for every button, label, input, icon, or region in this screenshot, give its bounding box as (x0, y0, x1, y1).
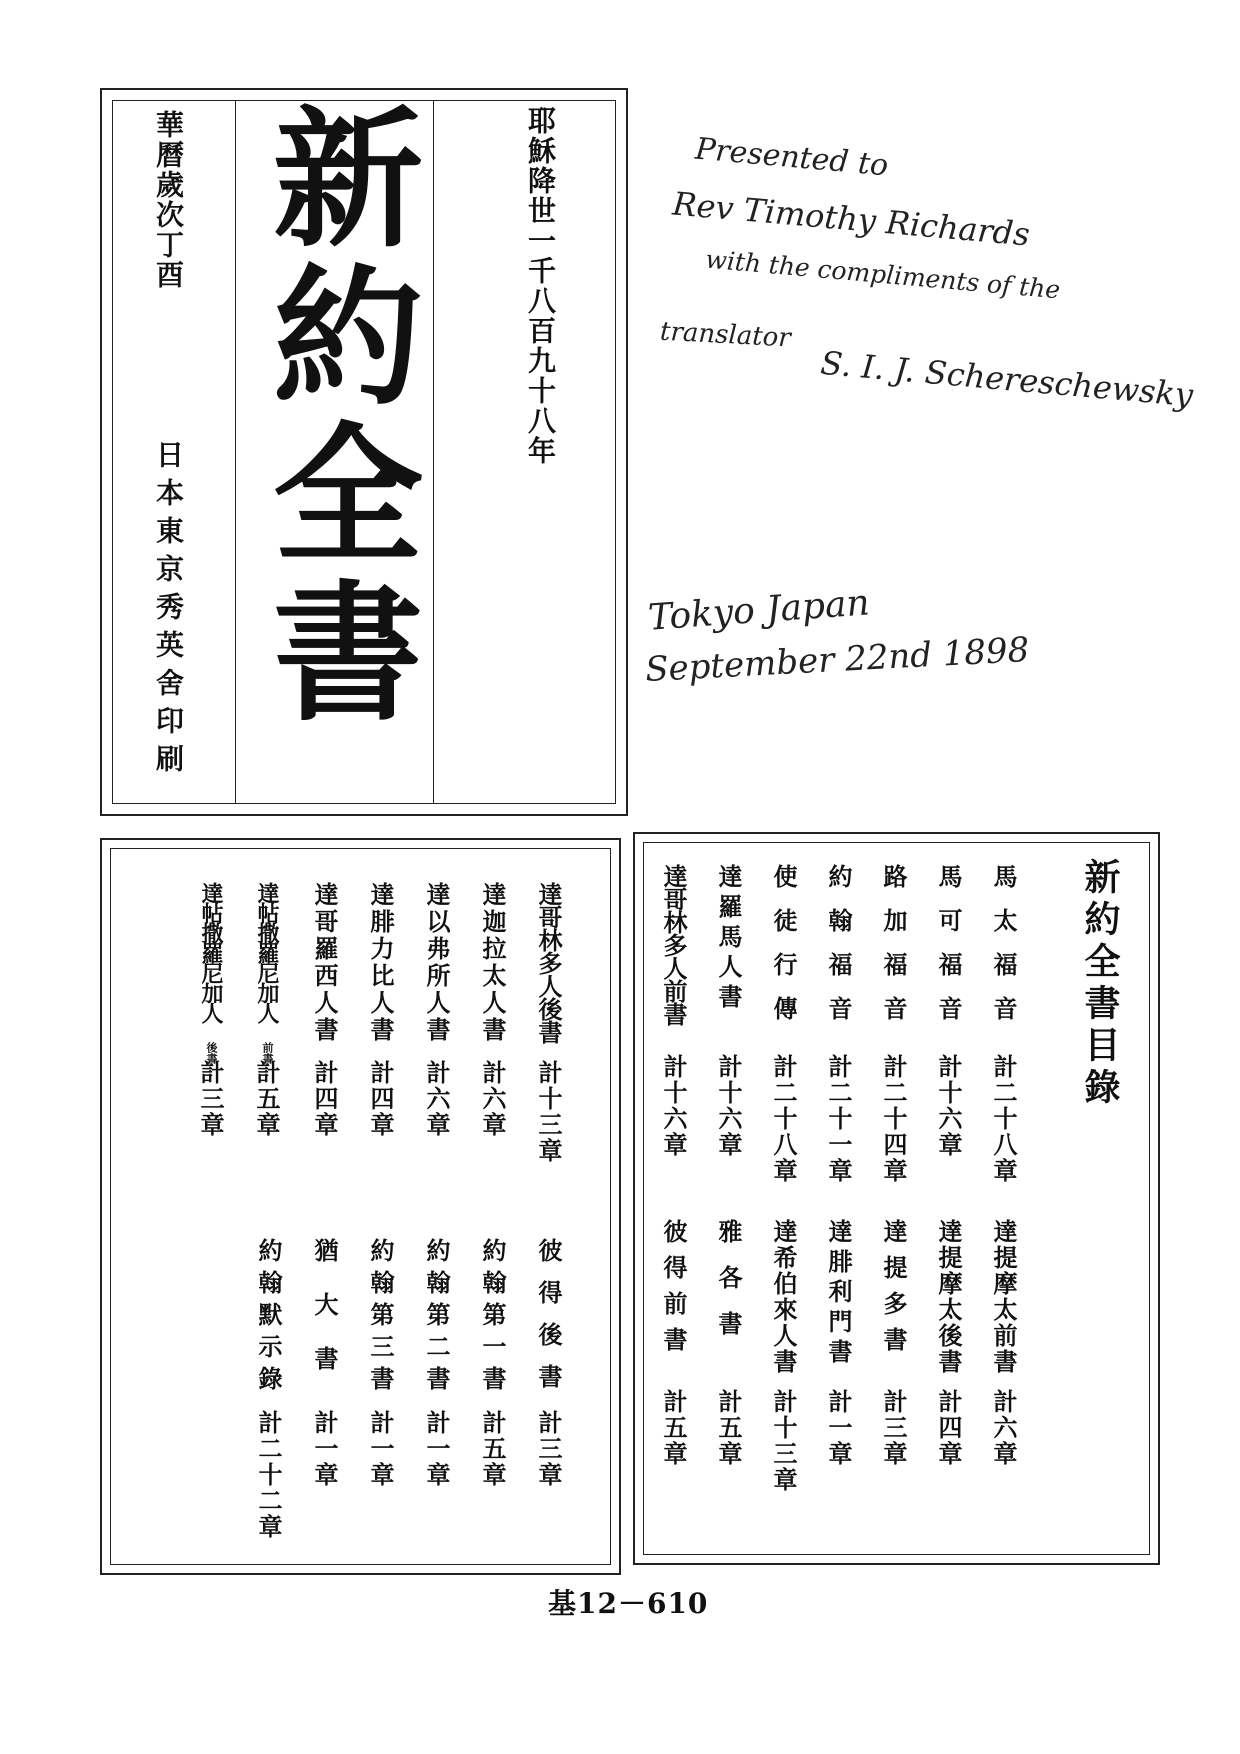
book-title: 新約全書 (247, 100, 423, 732)
toc-heading: 新約全書目錄 (1079, 858, 1121, 1110)
toc-chapter-count: 計一章 (310, 1410, 339, 1488)
toc-chapter-count: 計五章 (478, 1410, 507, 1488)
toc-chapter-count: 計六章 (478, 1060, 507, 1138)
toc-chapter-count: 計四章 (310, 1060, 339, 1138)
toc-book-title: 達提多書 (879, 1219, 908, 1363)
toc-book-title: 達提摩太前書 (989, 1219, 1018, 1375)
archive-page-reference: 基12－610 (548, 1587, 709, 1620)
toc-book-title: 彼得後書 (534, 1238, 563, 1406)
toc-chapter-count: 計二十一章 (824, 1054, 853, 1184)
toc-chapter-count: 計二十四章 (879, 1054, 908, 1184)
toc-book-title: 彼得前書 (659, 1219, 688, 1363)
toc-chapter-count: 計二十八章 (989, 1054, 1018, 1184)
toc-chapter-count: 計十三章 (769, 1389, 798, 1493)
toc-book-title: 約翰第三書 (366, 1238, 395, 1398)
inscription-line: Rev Timothy Richards (671, 184, 1032, 254)
toc-book-title: 約翰默示錄 (254, 1238, 283, 1398)
toc-book-title: 馬可福音 (934, 864, 963, 1040)
toc-chapter-count: 計三章 (196, 1060, 225, 1138)
toc-chapter-count: 計十六章 (934, 1054, 963, 1158)
toc-chapter-count: 計一章 (824, 1389, 853, 1467)
toc-book-title: 達腓力比人書 (366, 882, 395, 1044)
toc-chapter-count: 計三章 (534, 1410, 563, 1488)
toc-chapter-count: 計六章 (989, 1389, 1018, 1467)
toc-book-title: 達以弗所人書 (422, 882, 451, 1044)
toc-chapter-count: 計五章 (252, 1060, 281, 1138)
toc-left-frame (100, 838, 621, 1575)
toc-book-title: 達帖撒羅尼加人 (254, 882, 280, 1022)
toc-book-title: 達羅馬人書 (714, 864, 743, 1014)
toc-chapter-count: 計一章 (366, 1410, 395, 1488)
inscription-line: Presented to (693, 131, 890, 184)
toc-right-frame (633, 832, 1160, 1565)
inscription-date: September 22nd 1898 (644, 629, 1031, 691)
toc-chapter-count: 計十六章 (659, 1054, 688, 1158)
toc-chapter-count: 計一章 (422, 1410, 451, 1488)
era-line: 華曆歲次丁酉 (152, 110, 185, 290)
toc-chapter-count: 計六章 (422, 1060, 451, 1138)
toc-chapter-count: 計四章 (366, 1060, 395, 1138)
toc-book-title: 約翰福音 (824, 864, 853, 1040)
toc-book-title: 使徒行傳 (769, 864, 798, 1040)
toc-chapter-count: 計五章 (714, 1389, 743, 1467)
toc-chapter-count: 計五章 (659, 1389, 688, 1467)
inscription-signature: S. I. J. Schereschewsky (819, 343, 1195, 415)
toc-book-title: 達迦拉太人書 (478, 882, 507, 1044)
inscription-line: translator (659, 316, 792, 354)
toc-book-note: 後書 (205, 1042, 218, 1064)
toc-book-title: 馬太福音 (989, 864, 1018, 1040)
toc-book-title: 達哥林多人後書 (534, 882, 563, 1043)
toc-book-title: 達哥林多人前書 (659, 864, 688, 1025)
inscription-line: with the compliments of the (704, 244, 1062, 305)
title-column-rule (235, 101, 236, 803)
toc-book-title: 達哥羅西人書 (310, 882, 339, 1044)
toc-book-title: 達提摩太後書 (934, 1219, 963, 1375)
toc-book-title: 約翰第二書 (422, 1238, 451, 1398)
toc-chapter-count: 計十六章 (714, 1054, 743, 1158)
toc-book-title: 達希伯來人書 (769, 1219, 798, 1375)
toc-chapter-count: 計二十八章 (769, 1054, 798, 1184)
toc-book-title: 約翰第一書 (478, 1238, 507, 1398)
toc-chapter-count: 計二十二章 (254, 1410, 283, 1540)
toc-book-title: 達腓利門書 (824, 1219, 853, 1369)
toc-book-title: 雅各書 (714, 1219, 743, 1357)
toc-book-title: 達帖撒羅尼加人 (198, 882, 224, 1022)
title-column-rule (433, 101, 434, 803)
toc-book-title: 路加福音 (879, 864, 908, 1040)
printer-line: 日本東京秀英舍印刷 (152, 440, 185, 782)
toc-chapter-count: 計四章 (934, 1389, 963, 1467)
title-page-frame (100, 88, 628, 816)
toc-book-note: 前書 (261, 1042, 274, 1064)
date-line: 耶穌降世一千八百九十八年 (524, 106, 557, 466)
toc-chapter-count: 計三章 (879, 1389, 908, 1467)
toc-chapter-count: 計十三章 (534, 1060, 563, 1164)
inscription-place: Tokyo Japan (646, 582, 871, 639)
toc-book-title: 猶大書 (310, 1238, 339, 1400)
